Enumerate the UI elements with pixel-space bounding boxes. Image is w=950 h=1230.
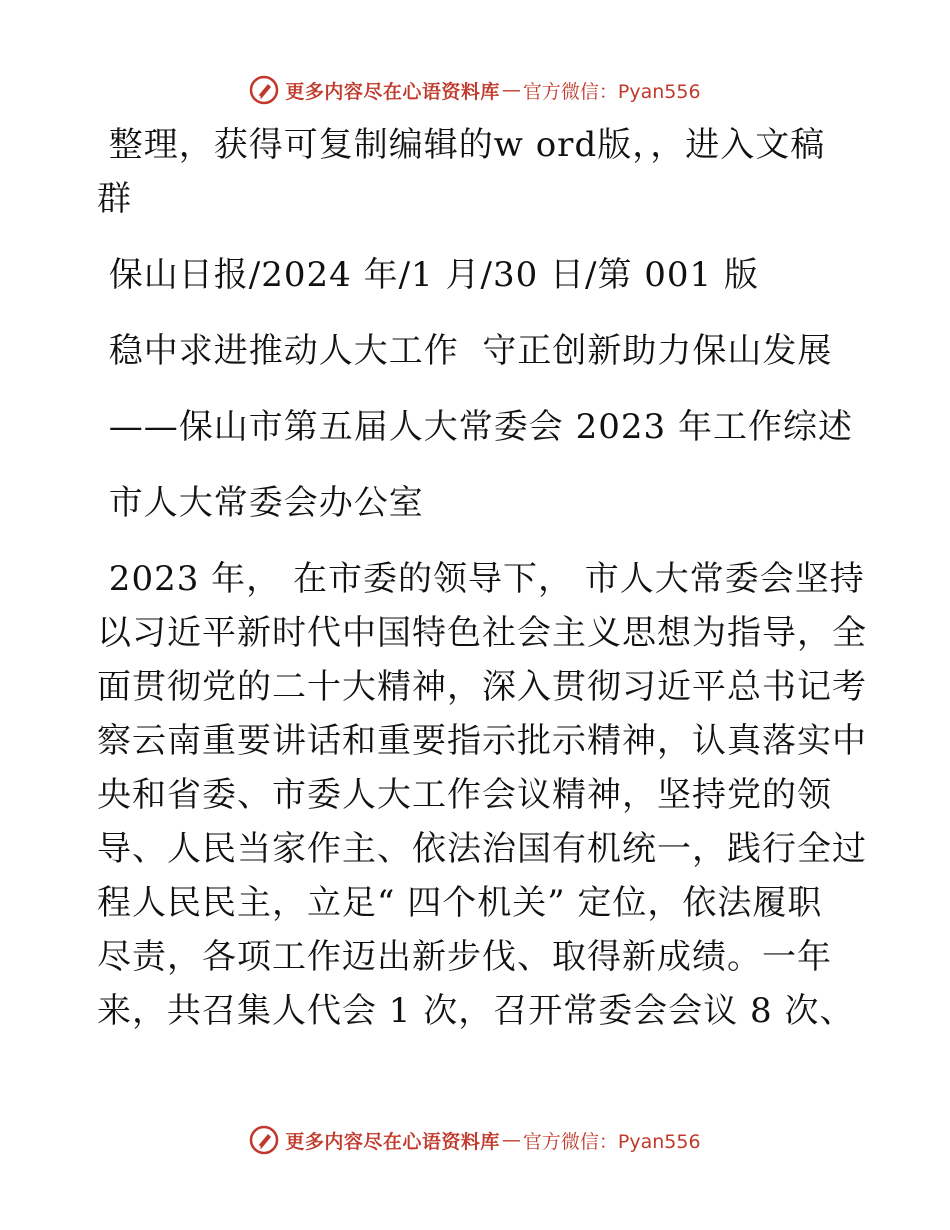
- banner-wechat: 官方微信：Pyan556: [522, 80, 701, 103]
- body-line: 来，共召集人代会 1 次，召开常委会会议 8 次、: [97, 991, 855, 1031]
- intro-line: 整理，获得可复制编辑的w ord版，，进入文稿: [97, 125, 826, 165]
- pen-logo-icon: [249, 1125, 279, 1155]
- banner-wechat: 官方微信：Pyan556: [522, 1130, 701, 1153]
- banner-separator: —: [501, 1129, 521, 1151]
- body-line: 尽责，各项工作迈出新步伐、取得新成绩。一年: [97, 937, 832, 977]
- banner-title: 更多内容尽在心语资料库: [285, 80, 500, 103]
- document-body: [97, 118, 867, 1038]
- footer-banner: [0, 1120, 950, 1160]
- body-line: 央和省委、市委人大工作会议精神，坚持党的领: [97, 775, 832, 815]
- article-subtitle: ——保山市第五届人大常委会 2023 年工作综述: [97, 407, 853, 447]
- article-author: 市人大常委会办公室: [97, 483, 424, 523]
- body-line: 2023 年， 在市委的领导下， 市人大常委会坚持: [97, 559, 865, 599]
- body-line: 以习近平新时代中国特色社会主义思想为指导，全: [97, 613, 867, 653]
- header-banner: [0, 70, 950, 110]
- source-line: 保山日报/2024 年/1 月/30 日/第 001 版: [97, 255, 759, 295]
- intro-line: 群: [97, 179, 132, 219]
- body-line: 面贯彻党的二十大精神，深入贯彻习近平总书记考: [97, 667, 867, 707]
- banner-title: 更多内容尽在心语资料库: [285, 1130, 500, 1153]
- body-line: 导、人民当家作主、依法治国有机统一，践行全过: [97, 829, 867, 869]
- body-line: 察云南重要讲话和重要指示批示精神，认真落实中: [97, 721, 867, 761]
- body-line: 程人民民主，立足“ 四个机关” 定位，依法履职: [97, 883, 823, 923]
- article-title: 稳中求进推动人大工作 守正创新助力保山发展: [97, 331, 833, 371]
- banner-separator: —: [501, 79, 521, 101]
- pen-logo-icon: [249, 75, 279, 105]
